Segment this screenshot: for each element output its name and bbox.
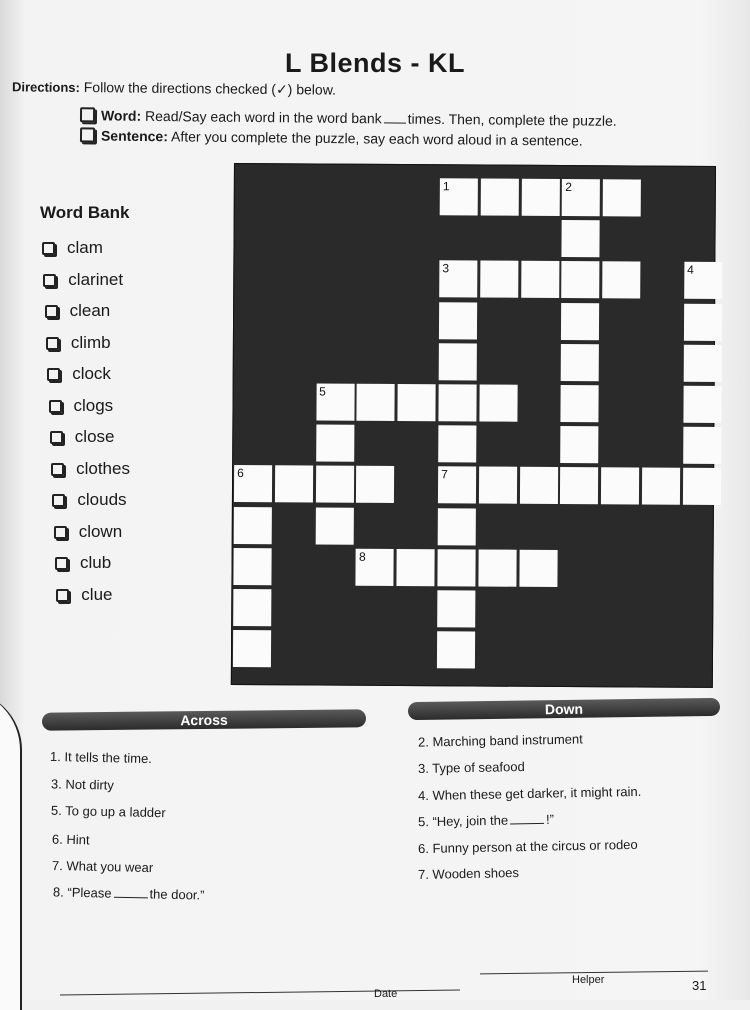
crossword-cell[interactable] <box>479 385 517 422</box>
clue-number: 7 <box>441 467 448 482</box>
across-banner <box>42 709 366 730</box>
clue-text: Wooden shoes <box>432 865 520 882</box>
clue-text: When these get darker, it might rain. <box>432 784 642 804</box>
page-number: 31 <box>692 978 707 993</box>
crossword-cell[interactable] <box>683 427 721 464</box>
crossword-cell[interactable] <box>519 550 557 587</box>
crossword-cell[interactable] <box>562 220 600 257</box>
down-clue <box>418 865 519 882</box>
word-bank-title: Word Bank <box>40 203 130 222</box>
crossword-cell[interactable] <box>439 261 477 298</box>
clue-blank[interactable] <box>113 897 147 899</box>
word-checkbox[interactable] <box>42 242 55 255</box>
down-clue <box>418 759 525 776</box>
clue-number: 1 <box>442 179 450 194</box>
clue-text: Hint <box>66 831 90 847</box>
clue-number: 5 <box>319 384 326 399</box>
directions <box>12 78 336 98</box>
clue-text: Not dirty <box>64 776 114 793</box>
word-checkbox[interactable] <box>49 400 62 413</box>
word-bank-word: clown <box>78 521 123 541</box>
sentence-direction-label: Sentence: <box>100 127 169 145</box>
across-clue <box>50 777 113 793</box>
crossword-cell[interactable] <box>561 344 599 381</box>
word-bank-word: clarinet <box>68 269 124 289</box>
crossword-cell[interactable] <box>684 303 722 340</box>
crossword-cell[interactable] <box>439 302 477 339</box>
clue-text: To go up a ladder <box>65 803 167 821</box>
word-checkbox[interactable] <box>56 589 69 602</box>
clue-num: 1. <box>49 748 65 765</box>
crossword-cell[interactable] <box>234 507 272 544</box>
crossword-cell[interactable] <box>233 630 271 667</box>
crossword-cell[interactable] <box>234 465 272 502</box>
word-bank-item <box>43 270 123 290</box>
word-checkbox[interactable] <box>80 107 95 122</box>
word-checkbox[interactable] <box>51 463 64 476</box>
word-checkbox[interactable] <box>45 305 58 318</box>
clue-num: 5. <box>51 803 66 819</box>
across-clue <box>50 749 152 766</box>
clue-text-before: “Hey, join the <box>432 812 509 829</box>
word-bank-word: clogs <box>73 395 114 415</box>
crossword-cell[interactable] <box>602 262 640 299</box>
clue-text: Funny person at the circus or rodeo <box>432 837 638 857</box>
clue-number: 3 <box>442 261 450 276</box>
clue-num: 3. <box>417 760 433 776</box>
clue-num: 6. <box>51 831 67 847</box>
clue-blank[interactable] <box>510 823 544 825</box>
down-title: Down <box>544 700 584 718</box>
helper-label: Helper <box>572 974 605 986</box>
directions-text: Follow the directions checked (✓) below. <box>83 79 337 98</box>
crossword-cell[interactable] <box>438 467 476 504</box>
word-bank-word: clean <box>69 301 111 320</box>
crossword-cell[interactable] <box>561 385 599 422</box>
word-bank-word: clock <box>72 364 111 383</box>
crossword-cell[interactable] <box>437 631 475 668</box>
clue-number: 4 <box>687 263 694 278</box>
word-bank-item <box>47 364 111 384</box>
word-checkbox[interactable] <box>54 526 67 539</box>
times-blank[interactable] <box>384 122 406 123</box>
word-checkbox[interactable] <box>52 494 65 507</box>
word-bank-item <box>45 301 111 321</box>
word-bank-word: clothes <box>76 458 130 478</box>
word-checkbox[interactable] <box>55 557 68 570</box>
clue-text: What you wear <box>66 858 154 875</box>
word-bank-item <box>56 585 112 605</box>
crossword-cell[interactable] <box>601 468 639 505</box>
crossword-cell[interactable] <box>520 467 558 504</box>
word-bank-item <box>50 427 115 447</box>
crossword-cell[interactable] <box>275 466 313 503</box>
across-title: Across <box>180 711 228 729</box>
word-bank-item <box>51 459 130 479</box>
crossword-cell[interactable] <box>356 466 394 503</box>
crossword-cell[interactable] <box>642 468 680 505</box>
sentence-direction-text: After you complete the puzzle, say each word aloud in a sentence. <box>170 128 583 149</box>
crossword-cell[interactable] <box>437 590 475 627</box>
word-bank-word: clouds <box>77 490 127 509</box>
clue-num: 4. <box>417 788 433 804</box>
crossword-cell[interactable] <box>562 179 600 216</box>
clue-num: 3. <box>50 776 66 792</box>
crossword-cell[interactable] <box>603 179 641 216</box>
crossword-cell[interactable] <box>233 548 271 585</box>
crossword-cell[interactable] <box>562 261 600 298</box>
word-bank-word: club <box>80 553 112 572</box>
word-bank-item <box>46 333 111 353</box>
clue-text: It tells the time. <box>64 749 153 767</box>
word-bank-item <box>42 238 103 258</box>
crossword-cell[interactable] <box>438 508 476 545</box>
word-bank-item <box>55 553 111 573</box>
across-clue <box>52 831 90 847</box>
clue-text: Marching band instrument <box>432 731 583 750</box>
clue-num: 7. <box>417 866 433 882</box>
crossword-cell[interactable] <box>397 549 435 586</box>
crossword-cell[interactable] <box>683 468 721 505</box>
down-clue <box>418 731 583 749</box>
word-direction-before: Read/Say each word in the word bank <box>145 107 382 127</box>
directions-label: Directions: <box>11 79 80 96</box>
across-clue <box>53 884 205 902</box>
crossword-cell[interactable] <box>480 179 518 216</box>
word-bank-item <box>54 522 122 542</box>
word-checkbox[interactable] <box>46 337 59 350</box>
clue-text-after: the door.” <box>149 886 205 903</box>
crossword-cell[interactable] <box>479 467 517 504</box>
clue-num: 2. <box>417 734 433 750</box>
word-direction-label: Word: <box>100 107 142 124</box>
sentence-checkbox[interactable] <box>80 127 95 142</box>
down-clue <box>418 811 554 829</box>
crossword-grid <box>231 163 714 686</box>
crossword-cell[interactable] <box>315 507 353 544</box>
crossword-cell[interactable] <box>398 384 436 421</box>
crossword-cell[interactable] <box>357 384 395 421</box>
clue-num: 7. <box>52 857 68 874</box>
across-clue <box>52 858 153 875</box>
crossword-cell[interactable] <box>316 384 354 421</box>
word-bank-word: close <box>74 427 115 446</box>
crossword-cell[interactable] <box>480 261 518 298</box>
word-bank-word: climb <box>70 332 111 352</box>
date-label: Date <box>374 988 398 1000</box>
crossword-cell[interactable] <box>683 345 721 382</box>
crossword-cell[interactable] <box>521 261 559 298</box>
crossword-cell[interactable] <box>521 179 559 216</box>
word-bank-item <box>52 490 126 510</box>
crossword-cell[interactable] <box>316 425 354 462</box>
crossword-cell[interactable] <box>437 549 475 586</box>
crossword-cell[interactable] <box>316 466 354 503</box>
crossword-cell[interactable] <box>233 589 271 626</box>
crossword-cell[interactable] <box>684 262 722 299</box>
clue-num: 6. <box>417 841 433 857</box>
word-checkbox[interactable] <box>43 274 56 287</box>
page-title: L Blends - KL <box>284 48 465 78</box>
clue-number: 6 <box>237 466 244 481</box>
crossword-cell[interactable] <box>560 467 598 504</box>
crossword-cell[interactable] <box>438 425 476 462</box>
clue-num: 8. <box>52 884 68 900</box>
clue-number: 2 <box>565 180 572 195</box>
clue-text-before: “Please <box>67 884 112 901</box>
word-direction-after: times. Then, complete the puzzle. <box>407 110 617 129</box>
word-bank-item <box>49 396 114 416</box>
crossword-cell[interactable] <box>561 303 599 340</box>
across-clue <box>51 803 166 820</box>
crossword-cell[interactable] <box>438 384 476 421</box>
crossword-cell[interactable] <box>356 549 394 586</box>
crossword-cell[interactable] <box>561 426 599 463</box>
word-checkbox[interactable] <box>47 368 60 381</box>
clue-number: 8 <box>358 549 366 564</box>
crossword-cell[interactable] <box>439 343 477 380</box>
clue-num: 5. <box>417 813 433 830</box>
clue-text: Type of seafood <box>432 758 525 776</box>
crossword-cell[interactable] <box>683 386 721 423</box>
crossword-cell[interactable] <box>478 549 516 586</box>
crossword-cell[interactable] <box>440 178 478 215</box>
word-bank-word: clue <box>81 584 113 604</box>
word-bank-word: clam <box>67 238 103 257</box>
clue-text-after: !” <box>545 811 555 827</box>
book-spine <box>0 690 22 1010</box>
word-checkbox[interactable] <box>50 431 63 444</box>
